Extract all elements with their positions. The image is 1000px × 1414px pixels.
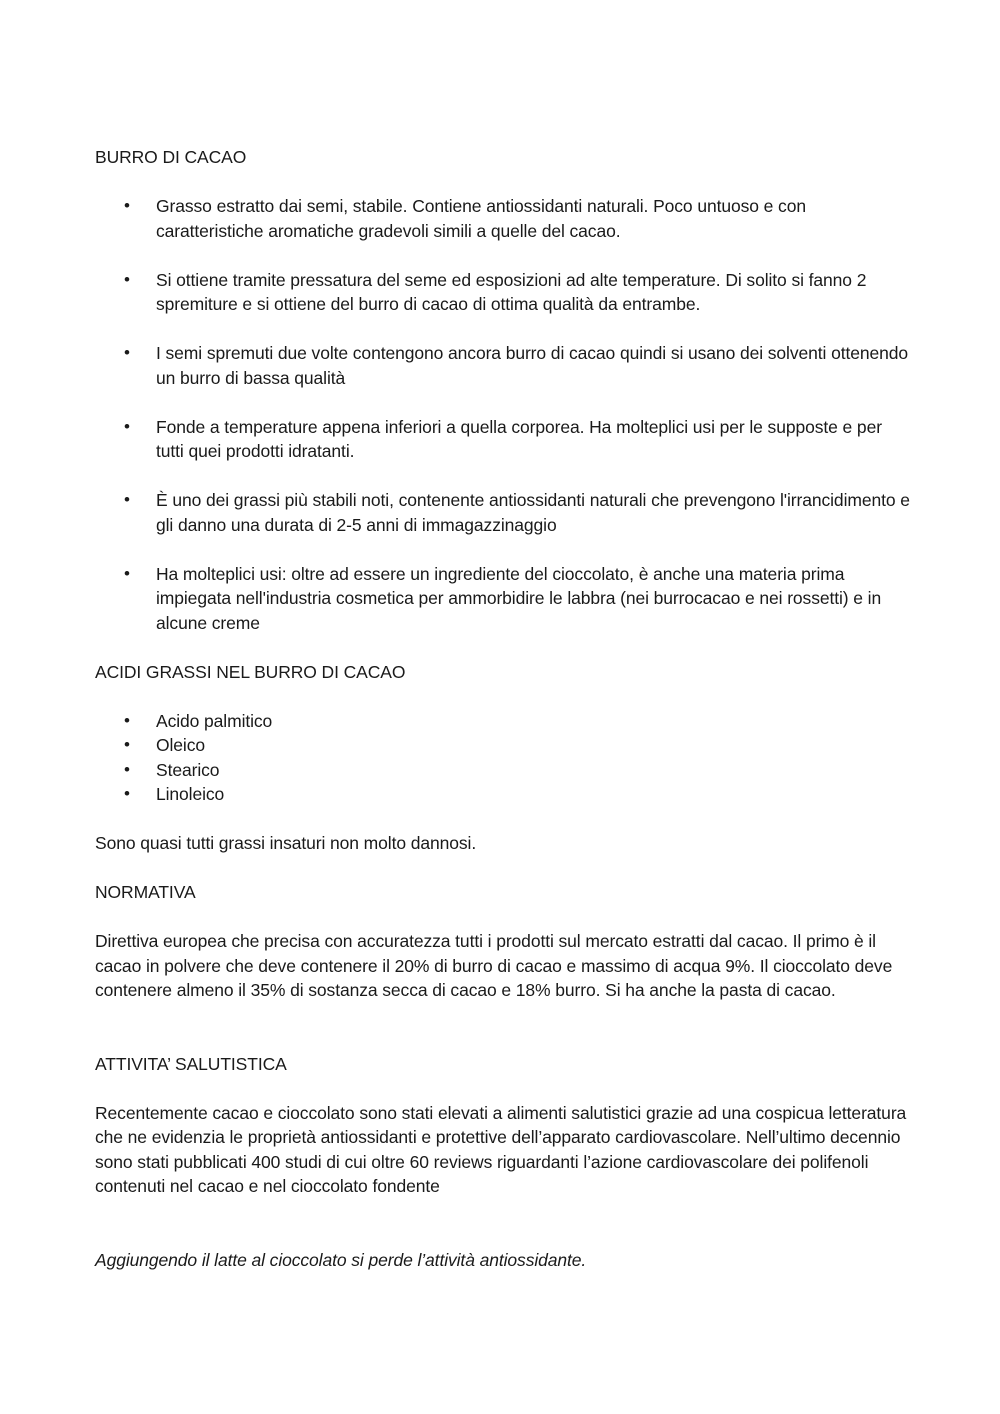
bullet-icon: • — [124, 563, 130, 583]
heading-burro-di-cacao: BURRO DI CACAO — [95, 147, 247, 167]
attivita-paragraph: Recentemente cacao e cioccolato sono stati elevati a alimenti salutistici grazie ad una cospicua letteratura che ne evidenzia le proprietà antiossidanti e protettive dell’apparato cardiovascolare. Nell’ultimo decennio sono stati pubblicati 400 studi di cui oltre 60 reviews riguardanti l’azione cardiovascolare dei polifenoli contenuti nel cacao e nel cioccolato fondente — [95, 1102, 907, 1196]
list-item: • Linoleico — [95, 782, 910, 807]
acidi-grassi-note: Sono quasi tutti grassi insaturi non molto dannosi. — [95, 833, 477, 853]
list-item: • Si ottiene tramite pressatura del seme ed esposizioni ad alte temperature. Di solito si fanno 2 spremiture e si ottiene del burro di cacao di ottima qualità da entrambe. — [124, 269, 867, 314]
normativa-paragraph: Direttiva europea che precisa con accuratezza tutti i prodotti sul mercato estratti dal cacao. Il primo è il cacao in polvere che deve contenere il 20% di burro di cacao e massimo di acqua 9%. Il cioccolato deve contenere almeno il 35% di sostanza secca di cacao e 18% burro. Si ha anche la pasta di cacao. — [95, 931, 893, 1000]
bullet-icon: • — [124, 269, 130, 289]
bullet-icon: • — [124, 735, 130, 754]
list-item: • Grasso estratto dai semi, stabile. Contiene antiossidanti naturali. Poco untuoso e con caratteristiche aromatiche gradevoli simili a quelle del cacao. — [124, 196, 806, 241]
italic-note: Aggiungendo il latte al cioccolato si perde l’attività antiossidante. — [95, 1249, 587, 1270]
bullet-icon: • — [124, 710, 130, 730]
bullet-icon: • — [124, 759, 130, 779]
bullet-icon: • — [124, 784, 130, 803]
bullet-icon: • — [124, 196, 130, 215]
list-item: • Ha molteplici usi: oltre ad essere un ingrediente del cioccolato, è anche una materia prima impiegata nell'industria cosmetica per ammorbidire le labbra (nei burrocacao e nei rossetti) e in alcune creme — [124, 563, 882, 633]
bullet-icon: • — [124, 416, 130, 436]
list-item: • Oleico — [95, 733, 910, 758]
document-page — [95, 145, 910, 1297]
list-item: • Acido palmitico — [95, 709, 910, 734]
burro-di-cacao-list — [95, 194, 910, 635]
list-item: • È uno dei grassi più stabili noti, contenente antiossidanti naturali che prevengono l'irrancidimento e gli danno una durata di 2-5 anni di immagazzinaggio — [124, 490, 910, 535]
spacer — [95, 1223, 910, 1248]
list-item: • I semi spremuti due volte contengono ancora burro di cacao quindi si usano dei solventi ottenendo un burro di bassa qualità — [124, 343, 909, 388]
heading-normativa: NORMATIVA — [95, 882, 196, 902]
spacer — [95, 1027, 910, 1052]
heading-acidi-grassi: ACIDI GRASSI NEL BURRO DI CACAO — [95, 661, 406, 682]
list-item: • Fonde a temperature appena inferiori a quella corporea. Ha molteplici usi per le supposte e per tutti quei prodotti idratanti. — [124, 416, 882, 461]
list-item: • Stearico — [95, 758, 910, 783]
heading-attivita-salutistica: ATTIVITA’ SALUTISTICA — [95, 1053, 287, 1074]
acidi-grassi-list — [95, 709, 910, 807]
bullet-icon: • — [124, 343, 130, 362]
bullet-icon: • — [124, 490, 130, 509]
